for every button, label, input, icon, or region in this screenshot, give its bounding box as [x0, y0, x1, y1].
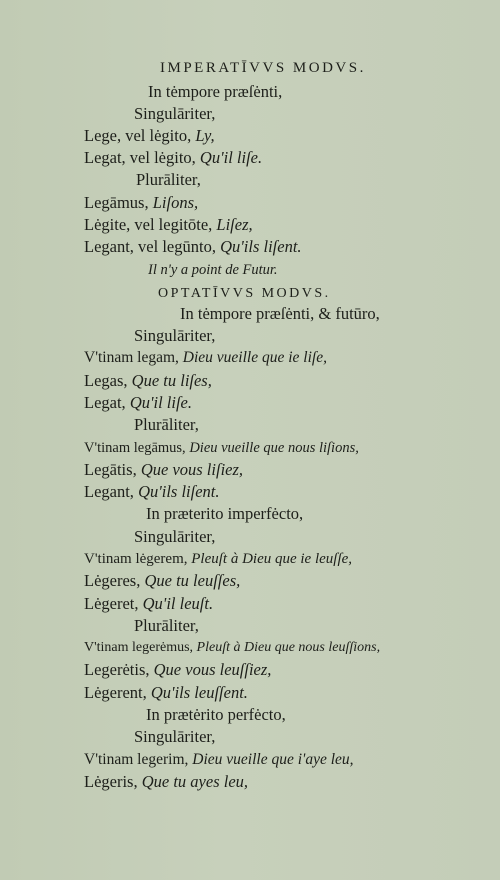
text-line: [84, 482, 220, 502]
latin-text: In tėmpore præſėnti,: [148, 82, 283, 101]
french-translation: Liſez,: [216, 215, 253, 234]
text-line: [84, 660, 271, 680]
french-translation: Pleuſt à Dieu que nous leuſſions,: [196, 640, 381, 655]
latin-text: V'tinam legerėmus,: [84, 640, 197, 655]
text-line: [84, 193, 198, 213]
latin-text: Lėgeris,: [84, 772, 142, 791]
text-line: [84, 371, 212, 391]
latin-text: In præterito imperfėcto,: [146, 504, 304, 523]
french-translation: Que tu liſes,: [131, 371, 212, 390]
text-line: [84, 148, 262, 168]
text-line: [134, 616, 199, 636]
text-line: [148, 260, 278, 280]
text-line: [148, 82, 282, 102]
text-line: [134, 527, 215, 547]
section-heading-optativus: OPTATĪVVS MODVS.: [158, 286, 331, 301]
text-line: [84, 549, 352, 569]
running-header: IMPERATĪVVS MODVS.: [160, 60, 366, 76]
text-line: [146, 705, 286, 725]
french-translation: Qu'ils leuſſent.: [150, 683, 248, 702]
latin-text: Legerėtis,: [84, 660, 154, 679]
french-translation: Que tu leuſſes,: [144, 571, 241, 590]
french-translation: Pleuſt à Dieu que ie leuſſe,: [191, 551, 353, 567]
latin-text: Legant,: [84, 482, 139, 501]
latin-text: V'tinam legam,: [84, 349, 183, 366]
text-line: [84, 571, 240, 591]
french-translation: Dieu vueille que ie liſe,: [182, 349, 327, 366]
latin-text: Lėgerent,: [84, 683, 151, 702]
latin-text: Legāmus,: [84, 193, 153, 212]
latin-text: Legātis,: [84, 460, 141, 479]
text-line: [84, 438, 359, 458]
text-line: [134, 326, 215, 346]
latin-text: Legas,: [84, 371, 132, 390]
french-translation: Que tu ayes leu,: [141, 772, 249, 791]
latin-text: Lege, vel lėgito,: [84, 126, 196, 145]
latin-text: Singulāriter,: [134, 104, 216, 123]
text-line: [84, 750, 354, 770]
latin-text: Plurāliter,: [134, 616, 199, 635]
text-line: [136, 170, 201, 190]
french-translation: Que vous leuſſiez,: [153, 660, 272, 679]
text-line: [134, 727, 215, 747]
latin-text: Legat,: [84, 393, 130, 412]
latin-text: V'tinam legerim,: [84, 751, 193, 768]
text-line: [84, 772, 248, 792]
latin-text: Singulāriter,: [134, 527, 216, 546]
french-translation: Que vous liſiez,: [140, 460, 244, 479]
latin-text: Legat, vel lėgito,: [84, 148, 200, 167]
french-translation: Dieu vueille que i'aye leu,: [192, 751, 354, 768]
text-line: [146, 504, 303, 524]
text-line: [84, 683, 248, 703]
latin-text: Lėgeret,: [84, 594, 143, 613]
text-line: [84, 126, 215, 146]
french-translation: Qu'il leuſt.: [142, 594, 214, 613]
latin-text: Lėgeres,: [84, 571, 145, 590]
latin-text: Lėgite, vel legitōte,: [84, 215, 217, 234]
text-line: [134, 104, 215, 124]
french-translation: Qu'ils liſent.: [138, 482, 220, 501]
text-line: [84, 638, 380, 658]
french-translation: Il n'y a point de Futur.: [148, 262, 278, 278]
text-line: [84, 348, 327, 368]
latin-text: In tėmpore præſėnti, & futūro,: [180, 304, 380, 323]
latin-text: In prætėrito perfėcto,: [146, 705, 286, 724]
latin-text: Singulāriter,: [134, 326, 216, 345]
text-line: [84, 460, 243, 480]
latin-text: V'tinam legāmus,: [84, 440, 190, 456]
latin-text: V'tinam lėgerem,: [84, 551, 192, 567]
text-line: [84, 237, 302, 257]
latin-text: Singulāriter,: [134, 727, 216, 746]
text-line: [134, 415, 199, 435]
french-translation: Qu'ils liſent.: [220, 237, 302, 256]
latin-text: Plurāliter,: [134, 415, 199, 434]
latin-text: Plurāliter,: [136, 170, 201, 189]
text-line: [84, 594, 213, 614]
french-translation: Qu'il liſe.: [129, 393, 193, 412]
text-line: [84, 215, 253, 235]
french-translation: Dieu vueille que nous liſions,: [189, 440, 359, 456]
text-line: [84, 393, 192, 413]
french-translation: Ly,: [195, 126, 215, 145]
latin-text: Legant, vel legūnto,: [84, 237, 221, 256]
french-translation: Qu'il liſe.: [199, 148, 263, 167]
text-line: [180, 304, 380, 324]
french-translation: Liſons,: [152, 193, 199, 212]
